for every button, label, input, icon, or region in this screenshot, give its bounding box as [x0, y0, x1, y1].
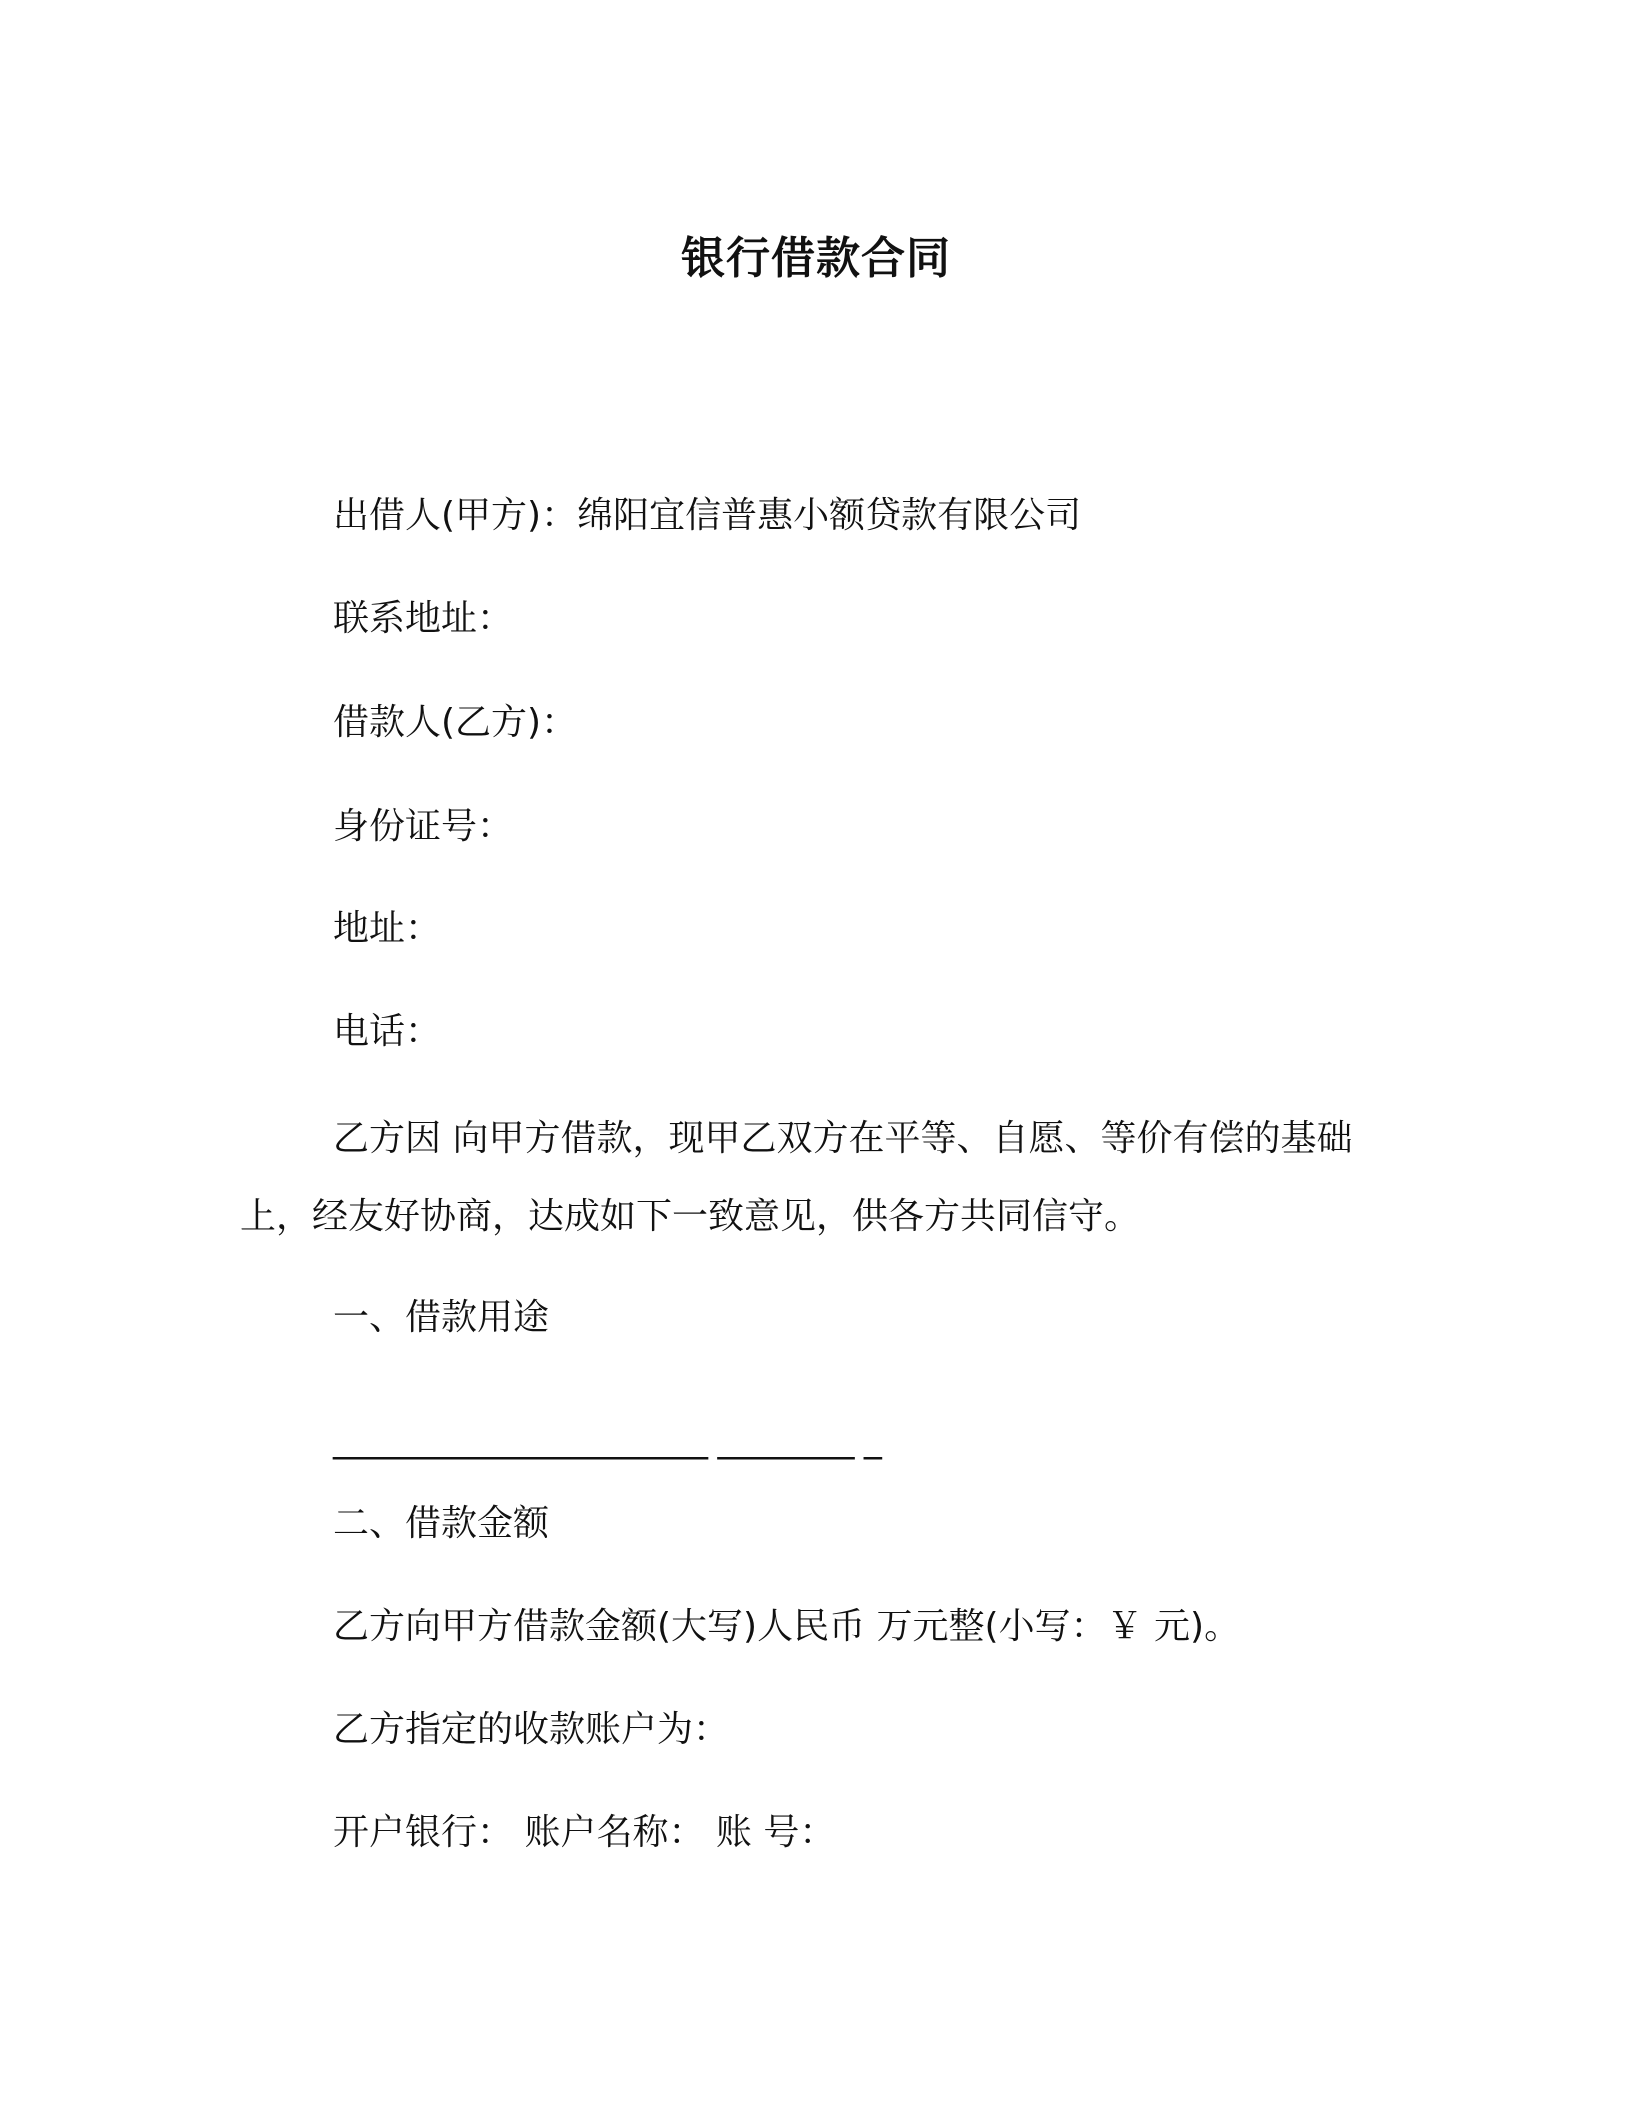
loan-amount-line: 乙方向甲方借款金额(大写)人民币 万元整(小写：￥ 元)。	[333, 1606, 1241, 1647]
section-2-heading: 二、借款金额	[333, 1503, 550, 1544]
loan-purpose-blank: ______________________ ________ _	[333, 1419, 881, 1460]
borrower-line: 借款人(乙方)：	[333, 702, 578, 743]
address-line: 地址：	[333, 908, 442, 949]
phone-line: 电话：	[333, 1011, 442, 1052]
section-1-heading: 一、借款用途	[333, 1297, 550, 1338]
account-fields-line: 开户银行： 账户名称： 账 号：	[333, 1812, 836, 1853]
lender-line: 出借人(甲方)：绵阳宜信普惠小额贷款有限公司	[333, 495, 1082, 536]
id-number-line: 身份证号：	[333, 806, 514, 847]
intro-paragraph: 乙方因 向甲方借款，现甲乙双方在平等、自愿、等价有偿的基础上，经友好协商，达成如下一致意见，供各方共同信守。	[240, 1118, 1353, 1237]
receiving-account-intro: 乙方指定的收款账户为：	[333, 1709, 730, 1750]
document-title: 银行借款合同	[681, 233, 951, 284]
contact-address-line: 联系地址：	[333, 598, 514, 639]
